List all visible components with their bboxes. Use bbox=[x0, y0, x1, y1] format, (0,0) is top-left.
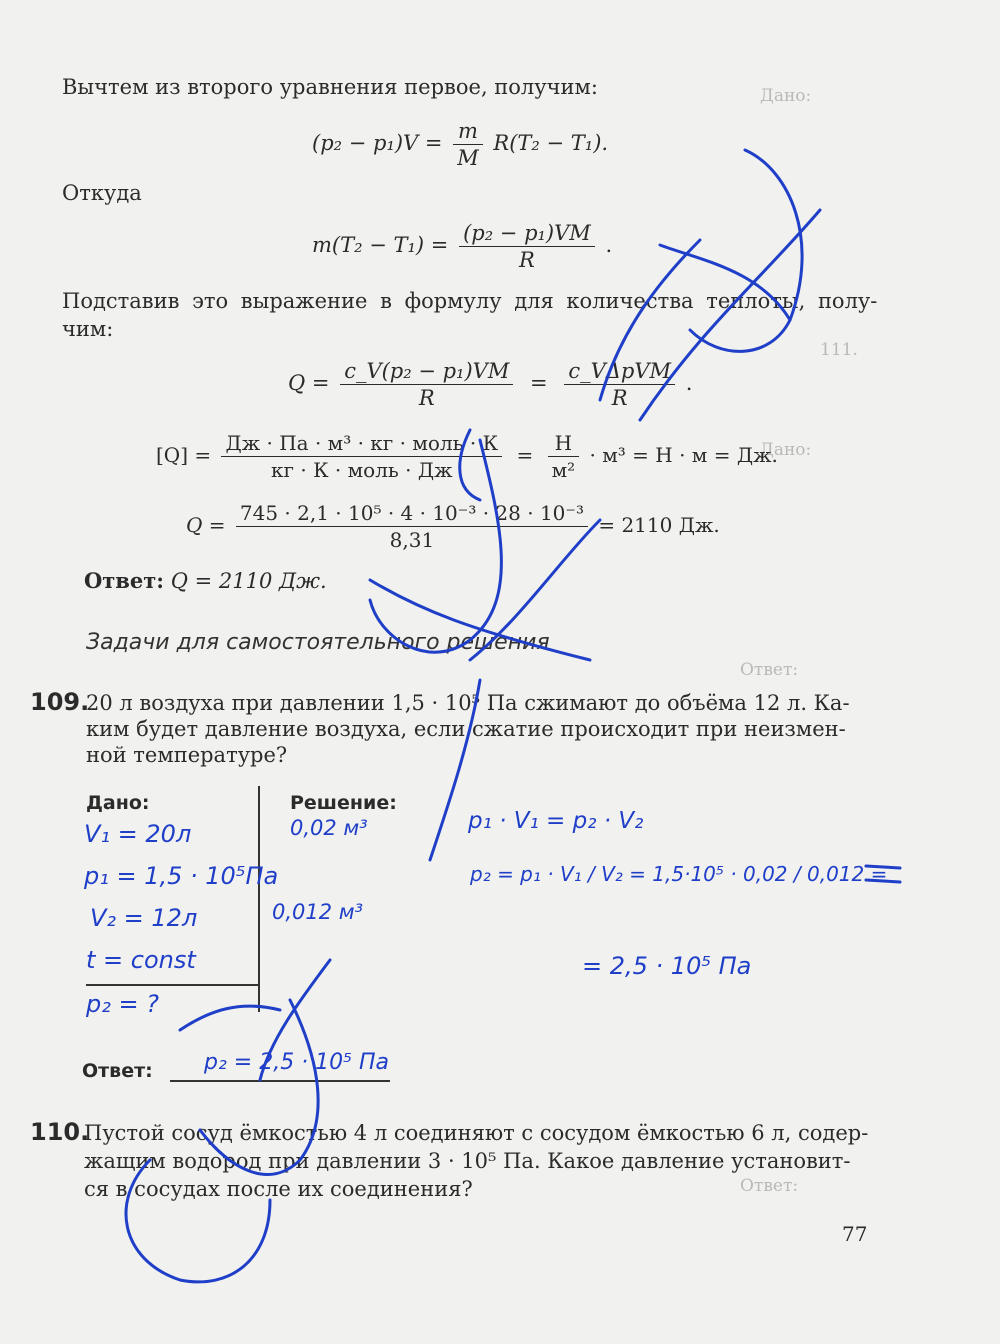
eq4-right: · м³ = Н · м = Дж. bbox=[589, 443, 778, 467]
hand-given-1: V₁ = 20л bbox=[84, 820, 192, 848]
eq4-equals: = bbox=[516, 443, 534, 467]
problem-110-line-1: Пустой сосуд ёмкостью 4 л соединяют с сосудом ёмкостью 6 л, содер- bbox=[84, 1121, 869, 1145]
solution-label: Решение: bbox=[290, 792, 397, 814]
bleed-through-text: Дано: bbox=[760, 86, 812, 106]
hand-answer: p₂ = 2,5 · 10⁵ Па bbox=[204, 1050, 390, 1075]
eq2-end: . bbox=[605, 233, 613, 257]
hand-given-3: V₂ = 12л bbox=[90, 904, 198, 932]
hand-solution-1: 0,02 м³ bbox=[290, 816, 368, 840]
eq5-den: 8,31 bbox=[389, 528, 435, 552]
intro-line-3: Подставив это выражение в формулу для количества теплоты, полу- bbox=[62, 289, 878, 313]
eq4-num-2: Н bbox=[548, 430, 580, 457]
eq5-left: Q = bbox=[186, 513, 226, 537]
hand-solution-4: p₂ = p₁ · V₁ / V₂ = 1,5·10⁵ · 0,02 / 0,012 = bbox=[470, 862, 888, 886]
problem-109-line-1: 20 л воздуха при давлении 1,5 · 10⁵ Па сжимают до объёма 12 л. Ка- bbox=[86, 691, 850, 715]
eq2-num: (p₂ − p₁)VM bbox=[459, 220, 595, 247]
eq3-den-2: R bbox=[611, 386, 628, 410]
intro-line-1: Вычтем из второго уравнения первое, получим: bbox=[62, 75, 598, 99]
hand-solution-5: = 2,5 · 10⁵ Па bbox=[582, 952, 752, 980]
hand-solution-3: p₁ · V₁ = p₂ · V₂ bbox=[468, 808, 644, 834]
eq3-equals: = bbox=[530, 371, 548, 395]
problem-109-line-3: ной температуре? bbox=[86, 743, 288, 767]
scribble-stroke bbox=[200, 1000, 318, 1174]
scribble-stroke bbox=[126, 1160, 270, 1282]
scribble-stroke bbox=[460, 430, 480, 500]
scribble-stroke bbox=[470, 520, 600, 660]
eq3-left: Q = bbox=[288, 371, 330, 395]
eq3-end: . bbox=[685, 371, 693, 395]
problem-109-number: 109. bbox=[30, 688, 90, 716]
answer-1-label: Ответ: bbox=[84, 568, 165, 593]
eq5-right: = 2110 Дж. bbox=[598, 513, 720, 537]
intro-line-2: Откуда bbox=[62, 181, 142, 205]
scribble-stroke bbox=[370, 440, 501, 652]
problem-110-line-2: жащим водород при давлении 3 · 10⁵ Па. Какое давление установит- bbox=[84, 1149, 851, 1173]
hand-given-2: p₁ = 1,5 · 10⁵Па bbox=[84, 862, 279, 890]
eq2-den: R bbox=[519, 248, 535, 272]
eq3-num-1: c_V(p₂ − p₁)VM bbox=[340, 358, 513, 385]
eq4-left: [Q] = bbox=[156, 443, 212, 467]
eq1-left: (p₂ − p₁)V = bbox=[312, 131, 443, 155]
scribble-stroke bbox=[180, 1006, 280, 1030]
given-label: Дано: bbox=[86, 792, 150, 814]
scribble-stroke bbox=[660, 245, 790, 320]
hand-given-4: t = const bbox=[86, 946, 196, 974]
eq1-den: M bbox=[457, 146, 479, 170]
problem-110-number: 110. bbox=[30, 1118, 90, 1146]
eq4-den-1: кг · К · моль · Дж bbox=[271, 458, 453, 482]
intro-line-3b: чим: bbox=[62, 317, 114, 341]
eq1-num: m bbox=[453, 118, 483, 145]
bleed-through-text: Ответ: bbox=[740, 1176, 799, 1196]
page-number: 77 bbox=[842, 1222, 868, 1246]
eq3-den-1: R bbox=[418, 386, 435, 410]
eq3-num-2: c_VΔpVM bbox=[564, 358, 675, 385]
section-title: Задачи для самостоятельного решения bbox=[86, 630, 550, 655]
hand-given-5: p₂ = ? bbox=[86, 990, 159, 1018]
answer-109-label: Ответ: bbox=[82, 1060, 153, 1082]
scribble-stroke bbox=[430, 680, 480, 860]
eq5-num: 745 · 2,1 · 10⁵ · 4 · 10⁻³ · 28 · 10⁻³ bbox=[236, 500, 588, 527]
scribble-stroke bbox=[600, 240, 700, 400]
bleed-through-text: 111. bbox=[820, 340, 858, 360]
answer-1-value: Q = 2110 Дж. bbox=[170, 569, 327, 593]
eq4-den-2: м² bbox=[551, 458, 576, 482]
scribble-stroke bbox=[260, 960, 330, 1080]
scribble-stroke bbox=[866, 866, 900, 882]
scribble-stroke bbox=[370, 580, 590, 660]
eq4-num-1: Дж · Па · м³ · кг · моль · К bbox=[221, 430, 502, 457]
eq1-right: R(T₂ − T₁). bbox=[493, 131, 609, 155]
bleed-through-text: Дано: bbox=[760, 440, 812, 460]
eq2-left: m(T₂ − T₁) = bbox=[312, 233, 449, 257]
problem-109-line-2: ким будет давление воздуха, если сжатие происходит при неизмен- bbox=[86, 717, 846, 741]
bleed-through-text: Ответ: bbox=[740, 660, 799, 680]
hand-solution-2: 0,012 м³ bbox=[272, 900, 364, 924]
problem-110-line-3: ся в сосудах после их соединения? bbox=[84, 1177, 473, 1201]
